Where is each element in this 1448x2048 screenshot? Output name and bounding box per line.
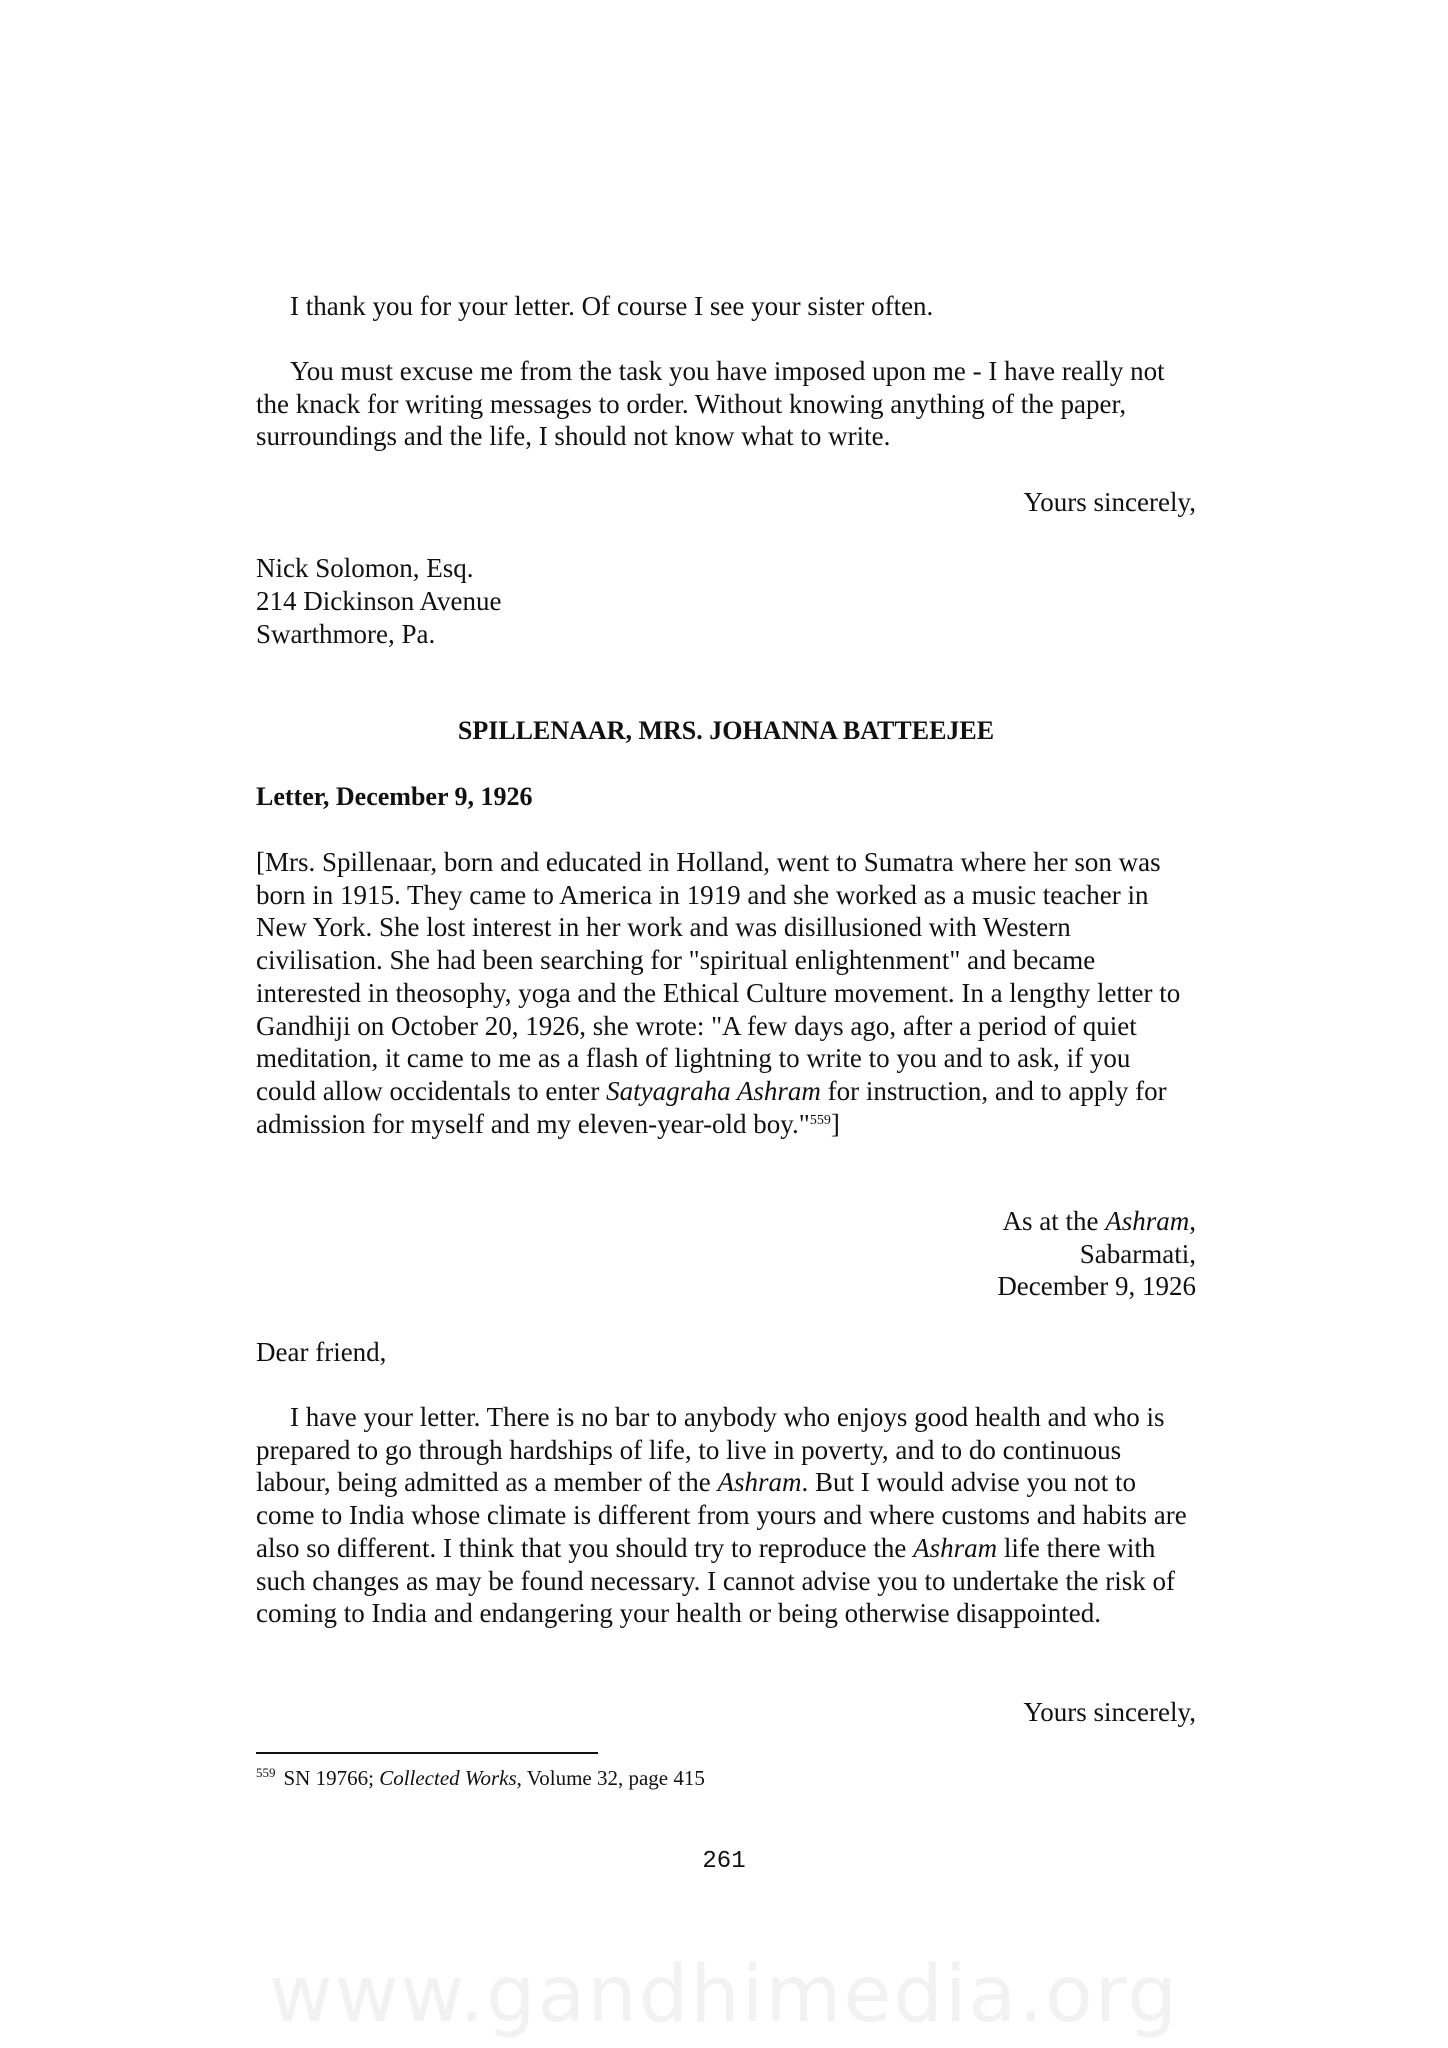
section-heading: SPILLENAAR, MRS. JOHANNA BATTEEJEE [457, 716, 995, 745]
letter2-closing: Yours sincerely, [1023, 1697, 1196, 1727]
dateline-line-3: December 9, 1926 [997, 1271, 1196, 1302]
address-line-name: Nick Solomon, Esq. [256, 553, 474, 583]
dateline-line-1 [256, 1205, 1196, 1238]
dateline [256, 1205, 1196, 1303]
dateline-line-2: Sabarmati, [1079, 1238, 1196, 1269]
footnote [256, 1760, 705, 1791]
intro-italic-ashram-name: Satyagraha Ashram [606, 1075, 821, 1106]
body-text-1: I have your letter. There is no bar to anybody who enjoys good health and who is prepared to go through hardships of life, to live in poverty, and to do continuous labour, being admitted as a member of the [256, 1402, 1165, 1498]
footnote-text-1: SN 19766; [283, 1766, 380, 1790]
body-italic-ashram-1: Ashram [717, 1467, 802, 1498]
body-text-2: . But I would advise you not to come to India whose climate is different from yours and where customs and habits are also so different. I think that you should try to reproduce the [256, 1467, 1187, 1563]
footnote-divider [256, 1752, 598, 1754]
letter2-body [256, 1401, 1196, 1630]
section-subheading: Letter, December 9, 1926 [256, 782, 533, 811]
intro-paragraph [256, 846, 1196, 1140]
letter1-paragraph-1: I thank you for your letter. Of course I see your sister often. [290, 291, 934, 321]
dateline-suffix: , [1189, 1206, 1196, 1236]
dateline-prefix: As at the [1002, 1206, 1106, 1236]
footnote-italic-title: Collected Works [379, 1766, 517, 1790]
footnote-text-2: , Volume 32, page 415 [516, 1766, 705, 1790]
address-line-city: Swarthmore, Pa. [256, 619, 436, 649]
intro-text-end: ] [830, 1108, 840, 1139]
footnote-number: 559 [256, 1765, 276, 1780]
body-text-3: life there with such changes as may be found necessary. I cannot advise you to undertake the risk of coming to India and endangering your health or being otherwise disappointed. [256, 1532, 1175, 1629]
body-italic-ashram-2: Ashram [913, 1532, 998, 1563]
address-line-street: 214 Dickinson Avenue [256, 586, 502, 616]
watermark: www.gandhimedia.org [268, 1950, 1180, 2040]
letter1-closing: Yours sincerely, [1023, 487, 1196, 517]
footnote-reference: 559 [809, 1112, 831, 1128]
intro-text-1: [Mrs. Spillenaar, born and educated in Holland, went to Sumatra where her son was born in 1915. They came to America in 1919 and she worked as a music teacher in New York. She lost interest in her work and was disillusioned with Western civilisation. She had been searching for "spiritual enlightenment" and became interested in theosophy, yoga and the Ethical Culture movement. In a lengthy letter to Gandhiji on October 20, 1926, she wrote: "A few days ago, after a period of quiet meditation, it came to me as a flash of lightning to write to you and to ask, if you could allow occidentals to enter [256, 847, 1181, 1106]
recipient-address [256, 552, 501, 651]
salutation: Dear friend, [256, 1337, 387, 1367]
dateline-italic-ashram: Ashram [1105, 1206, 1190, 1236]
letter1-paragraph-2: You must excuse me from the task you have imposed upon me - I have really not the knack for writing messages to order. Without knowing anything of the paper, surroundings and the life, I should not know what to write. [256, 356, 1165, 452]
intro-text-2: for instruction, and to apply for admission for myself and my eleven-year-old boy." [256, 1075, 1167, 1139]
page-number: 261 [702, 1848, 746, 1875]
